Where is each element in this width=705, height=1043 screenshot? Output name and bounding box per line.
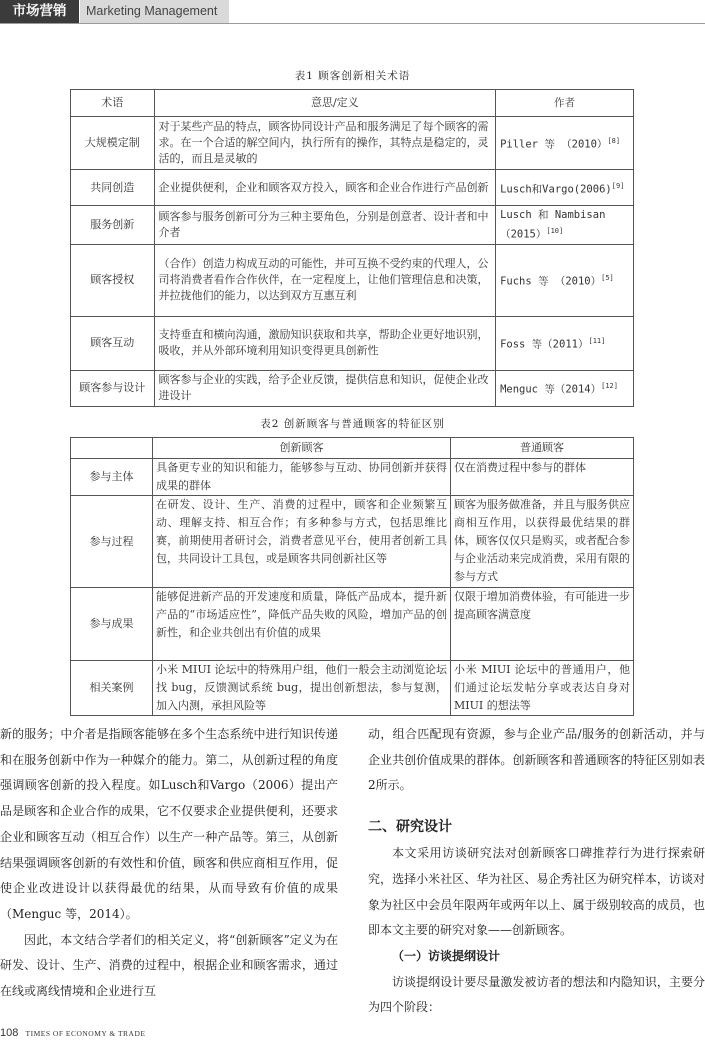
- author-name: Piller 等 （2010）: [500, 138, 608, 151]
- table1-header-row: [71, 90, 634, 117]
- reference-mark: [12]: [601, 382, 618, 391]
- table1-header-term: 术语: [71, 90, 155, 117]
- table2-key: 参与成果: [71, 588, 153, 661]
- table2-key: 相关案例: [71, 661, 153, 716]
- reference-mark: [9]: [611, 181, 625, 190]
- table1-term: 顾客参与设计: [71, 370, 155, 406]
- table1-author: [496, 316, 634, 370]
- table1-meaning: 企业提供便利，企业和顾客双方投入，顾客和企业合作进行产品创新: [154, 170, 496, 206]
- table1-term: 共同创造: [71, 170, 155, 206]
- table1-term: 服务创新: [71, 206, 155, 245]
- table2-innovative-cell: 在研发、设计、生产、消费的过程中，顾客和企业频繁互动、理解支持、相互合作；有多种参与方式，包括思维比赛，前期使用者研讨会，消费者意见平台，使用者创新工具包，共同设计工具包，或是顾客共同创新社区等: [153, 496, 451, 588]
- table1-meaning: 对于某些产品的特点，顾客协同设计产品和服务满足了每个顾客的需求。在一个合适的解空间内，执行所有的操作，其特点是稳定的，灵活的，而且是灵敏的: [154, 117, 496, 170]
- right-column: [368, 722, 705, 1021]
- table2-header-row: [71, 438, 634, 459]
- author-name: Foss 等（2011）: [500, 338, 589, 351]
- reference-mark: [10]: [546, 227, 564, 235]
- table1-author: [496, 370, 634, 406]
- body-paragraph: 新的服务；中介者是指顾客能够在多个生态系统中进行知识传递和在服务创新中作为一种媒介的能力。第二，从创新过程的角度强调顾客创新的投入程度。如Lusch和Vargo（2006）提出产品是顾客和企业合作的成果，它不仅要求企业提供便利，还要求企业和顾客互动（相互合作）以生产一种产品等。第三，从创新结果强调顾客创新的有效性和价值，顾客和供应商相互作用，促使企业改进设计以获得最优的结果，从而导致有价值的成果（Menguc 等，2014）。: [0, 727, 338, 921]
- section-tag-cn: 市场营销: [0, 0, 79, 23]
- table1-caption: 表1 顾客创新相关术语: [294, 70, 411, 82]
- section-heading: 二、研究设计: [368, 819, 452, 836]
- table1: [70, 89, 634, 407]
- left-column: [0, 722, 338, 1005]
- reference-mark: [5]: [601, 274, 614, 283]
- table2-caption: 表2 创新顾客与普通顾客的特征区别: [260, 418, 445, 430]
- body-paragraph: 因此，本文结合学者们的相关定义，将“创新顾客”定义为在研发、设计、生产、消费的过程中，根据企业和顾客需求，通过在线或离线情境和企业进行互: [0, 932, 338, 999]
- author-name: Fuchs 等 （2010）: [500, 275, 602, 288]
- table1-term: 大规模定制: [71, 117, 155, 170]
- author-name: Lusch和Vargo(2006): [500, 183, 612, 196]
- table2-ordinary-cell: 仅限于增加消费体验，有可能进一步提高顾客满意度: [451, 588, 634, 661]
- table1-author: [496, 206, 634, 245]
- table1-author: [496, 170, 634, 206]
- page-header: [0, 0, 705, 24]
- table2-header-ordinary: 普通顾客: [451, 438, 634, 459]
- table-row: [71, 661, 634, 716]
- table-row: [71, 588, 634, 661]
- table1-header-meaning: 意思/定义: [154, 90, 496, 117]
- reference-mark: [11]: [588, 337, 606, 346]
- table2-key: 参与过程: [71, 496, 153, 588]
- reference-mark: [8]: [607, 137, 621, 146]
- table2-header-innovative: 创新顾客: [153, 438, 451, 459]
- table2-innovative-cell: 具备更专业的知识和能力，能够参与互动、协同创新并获得成果的群体: [153, 459, 451, 496]
- page-number: 108: [0, 1027, 19, 1039]
- table1-term: 顾客互动: [71, 316, 155, 370]
- table2-innovative-cell: 能够促进新产品的开发速度和质量，降低产品成本，提升新产品的“市场适应性”，降低产品失败的风险，增加产品的创新性，和企业共创出有价值的成果: [153, 588, 451, 661]
- table2: [70, 437, 634, 716]
- table-row: [71, 117, 634, 170]
- body-paragraph: 访谈提纲设计要尽量激发被访者的想法和内隐知识，主要分为四个阶段：: [368, 974, 705, 1015]
- page-footer: [0, 1027, 300, 1039]
- table1-term: 顾客授权: [71, 244, 155, 316]
- table-row: [71, 459, 634, 496]
- table-row: [71, 244, 634, 316]
- subsection-heading: （一）访谈提纲设计: [392, 948, 501, 963]
- table-row: [71, 370, 634, 406]
- section-tag-en: Marketing Management: [80, 0, 229, 23]
- table1-author: [496, 244, 634, 316]
- body-paragraph: 本文采用访谈研究法对创新顾客口碑推荐行为进行探索研究，选择小米社区、华为社区、易企秀社区为研究样本，访谈对象为社区中会员年限两年或两年以上、属于级别较高的成员，也即本文主要的研究对象——创新顾客。: [368, 846, 705, 938]
- table1-author: [496, 117, 634, 170]
- table2-ordinary-cell: 顾客为服务做准备，并且与服务供应商相互作用，以获得最优结果的群体，顾客仅仅只是购买，或者配合参与企业活动来完成消费，采用有限的参与方式: [451, 496, 634, 588]
- author-name: Lusch 和 Nambisan（2015）: [500, 209, 606, 241]
- table1-header-author: 作者: [496, 90, 634, 117]
- table-row: [71, 316, 634, 370]
- body-paragraph: 动，组合匹配现有资源，参与企业产品/服务的创新活动，并与企业共创价值成果的群体。创新顾客和普通顾客的特征区别如表2所示。: [368, 727, 705, 793]
- table2-ordinary-cell: 小米 MIUI 论坛中的普通用户，他们通过论坛发帖分享或表达自身对 MIUI 的想法等: [451, 661, 634, 716]
- table2-innovative-cell: 小米 MIUI 论坛中的特殊用户组，他们一般会主动浏览论坛找 bug，反馈测试系统 bug，提出创新想法，参与复测，加入内测，承担风险等: [153, 661, 451, 716]
- table-row: [71, 170, 634, 206]
- publication-name: TIMES OF ECONOMY & TRADE: [25, 1029, 146, 1038]
- table2-ordinary-cell: 仅在消费过程中参与的群体: [451, 459, 634, 496]
- table1-meaning: 顾客参与服务创新可分为三种主要角色，分别是创意者、设计者和中介者: [154, 206, 496, 245]
- author-name: Menguc 等（2014）: [500, 383, 602, 396]
- table1-meaning: 支持垂直和横向沟通，激励知识获取和共享，帮助企业更好地识别，吸收，并从外部环境利用知识变得更具创新性: [154, 316, 496, 370]
- table1-meaning: （合作）创造力构成互动的可能性，并可互换不受约束的代理人，公司将消费者看作合作伙伴，在一定程度上，让他们管理信息和决策，并拉拢他们的能力，以达到双方互惠互利: [154, 244, 496, 316]
- table-row: [71, 496, 634, 588]
- table2-key: 参与主体: [71, 459, 153, 496]
- header-rule: [0, 23, 705, 24]
- table1-meaning: 顾客参与企业的实践，给予企业反馈，提供信息和知识，促使企业改进设计: [154, 370, 496, 406]
- table-row: [71, 206, 634, 245]
- table2-header-empty: [71, 438, 153, 459]
